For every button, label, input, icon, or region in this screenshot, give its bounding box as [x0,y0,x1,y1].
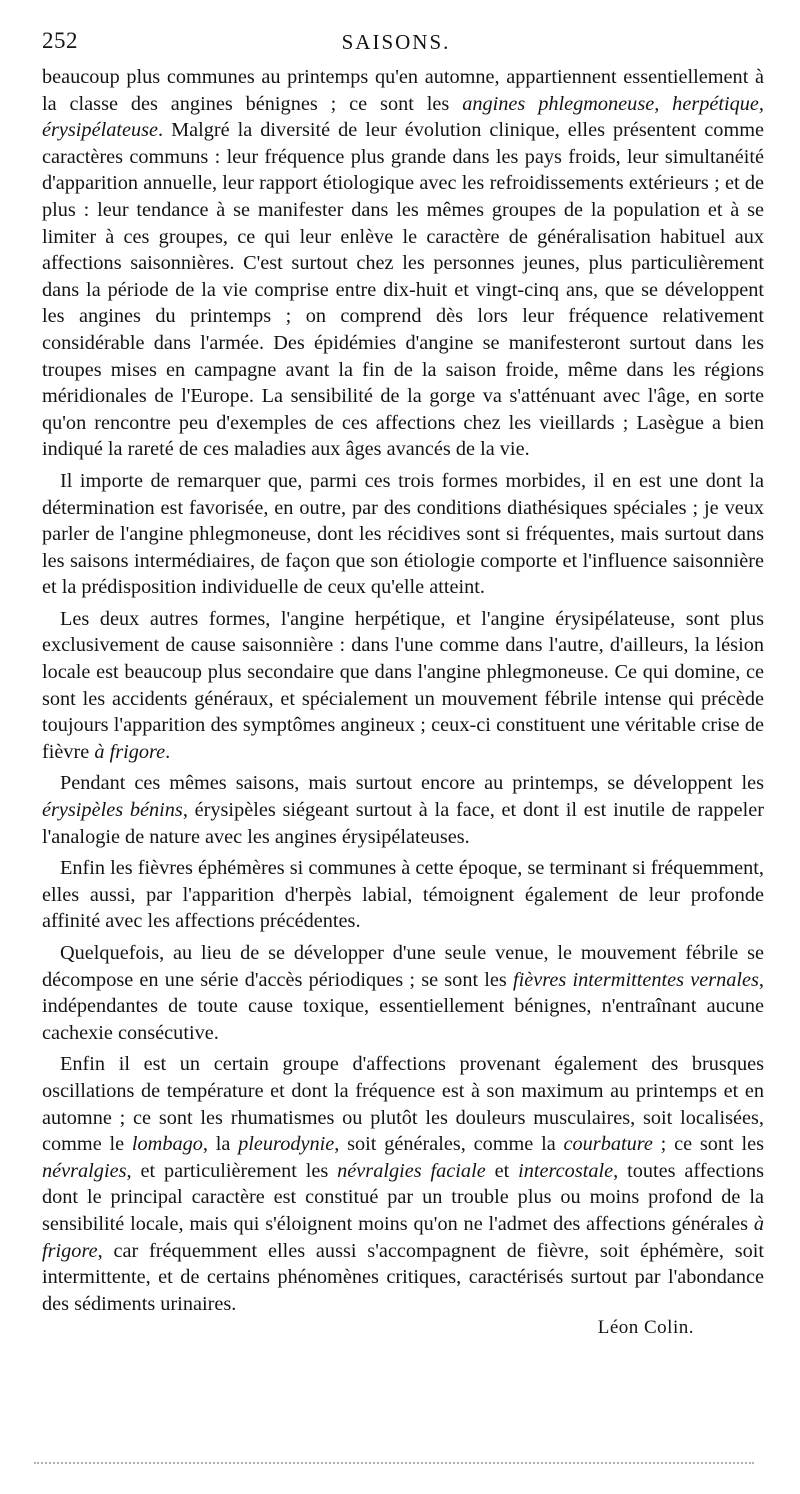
paragraph [42,606,764,766]
author-signature: Léon Colin. [597,1317,694,1339]
text-run: Pendant ces mêmes saisons, mais surtout encore au printemps, se développent les [60,772,764,795]
italic-run: lombago [131,1133,203,1156]
italic-run: névralgies [42,1159,127,1182]
text-run: Il importe de remarquer que, parmi ces trois formes morbides, il en est une dont la détermination est favorisée, en outre, par des conditions diathésiques spéciales ; je veux parler de l'angine phlegmoneuse, dont les récidives sont si fréquentes, mais surtout dans les saisons intermédiaires, de façon que son étiologie comporte et l'influence saisonnière et la prédisposition individuelle de ceux qu'elle atteint. [42,469,764,599]
italic-run: courbature [563,1133,653,1156]
text-run: et [485,1159,519,1182]
text-run: , érysipèles siégeant surtout à la face, et dont il est inutile de rappeler l'analogie de nature avec les angines érysipélateuses. [42,799,764,848]
running-title: SAISONS. [341,30,451,54]
italic-run: à frigore [42,1212,764,1262]
text-run: , et particulièrement les [126,1159,338,1182]
paragraph [42,940,764,1046]
paragraph [42,64,764,463]
paragraph [42,1051,764,1317]
text-run: , toutes affections dont le principal caractère est constitué par un trouble plus ou moins profond de la sensibilité locale, mais qui s'éloignent moins qu'on ne l'admet des affections générales [42,1159,764,1235]
text-run: , indépendantes de toute cause toxique, essentiellement bénignes, n'entraînant aucune cachexie consécutive. [42,968,764,1044]
page-header [32,28,760,62]
paragraph [42,770,764,850]
text-run: ; ce sont les [652,1133,764,1156]
italic-run: intercostale [518,1159,614,1182]
text-run: , soit générales, comme la [334,1133,564,1156]
italic-run: fièvres intermittentes vernales [513,968,759,991]
text-run: Enfin il est un certain groupe d'affections provenant également des brusques oscillations de température et dont la fréquence est à son maximum au printemps et en automne ; ce sont les rhumatismes ou plutôt les douleurs musculaires, soit localisées, comme le [42,1053,764,1156]
italic-run: érysipèles bénins [42,799,183,822]
text-run: Quelquefois, au lieu de se développer d'une seule venue, le mouvement fébrile se décompose en une série d'accès périodiques ; se sont les [42,942,764,991]
italic-run: à frigore [94,740,166,763]
paragraph [42,855,764,935]
text-run: Les deux autres formes, l'angine herpétique, et l'angine érysipélateuse, sont plus exclusivement de cause saisonnière : dans l'une comme dans l'autre, d'ailleurs, la lésion locale est beaucoup plus secondaire que dans l'angine phlegmoneuse. Ce qui domine, ce sont les accidents généraux, et spécialement un mouvement fébrile intense qui précède toujours l'apparition des symptômes angineux ; ceux-ci constituent une véritable crise de fièvre [42,607,764,763]
body-text [42,64,764,1342]
italic-run: névralgies faciale [337,1159,486,1182]
text-run: , car fréquemment elles aussi s'accompagnent de fièvre, soit éphémère, soit intermittente, et de certains phénomènes critiques, caractérisés surtout par l'abondance des sédiments urinaires. [42,1239,764,1315]
italic-run: pleurodynie [238,1133,335,1156]
footer-rule [34,1462,754,1464]
paragraph [42,468,764,601]
text-run: , la [202,1133,239,1156]
italic-run: angines phlegmoneuse, herpétique, érysipélateuse [42,92,764,142]
text-run: . [165,740,171,763]
text-run: Enfin les fièvres éphémères si communes à cette époque, se terminant si fréquemment, elles aussi, par l'apparition d'herpès labial, témoignent également de leur profonde affinité avec les affections précédentes. [42,857,764,933]
page-number: 252 [42,28,78,53]
text-run: . Malgré la diversité de leur évolution clinique, elles présentent comme caractères communs : leur fréquence plus grande dans les pays froids, leur simultanéité d'apparition annuelle, leur rapport étiologique avec les refroidissements extérieurs ; et de plus : leur tendance à se manifester dans les mêmes groupes de la population et à se limiter à ces groupes, ce qui leur enlève le caractère de généralisation habituel aux affections saisonnières. C'est surtout chez les personnes jeunes, plus particulièrement dans la période de la vie comprise entre dix-huit et vingt-cinq ans, que se développent les angines du printemps ; on comprend dès lors leur fréquence relativement considérable dans l'armée. Des épidémies d'angine se manifesteront surtout dans les troupes mises en campagne avant la fin de la saison froide, même dans les régions méridionales de l'Europe. La sensibilité de la gorge va s'atténuant avec l'âge, en sorte qu'on rencontre peu d'exemples de ces affections chez les vieillards ; Lasègue a bien indiqué la rareté de ces maladies aux âges avancés de la vie. [42,119,764,461]
text-run: beaucoup plus communes au printemps qu'en automne, appartiennent essentiellement à la classe des angines bénignes ; ce sont les [42,66,764,115]
